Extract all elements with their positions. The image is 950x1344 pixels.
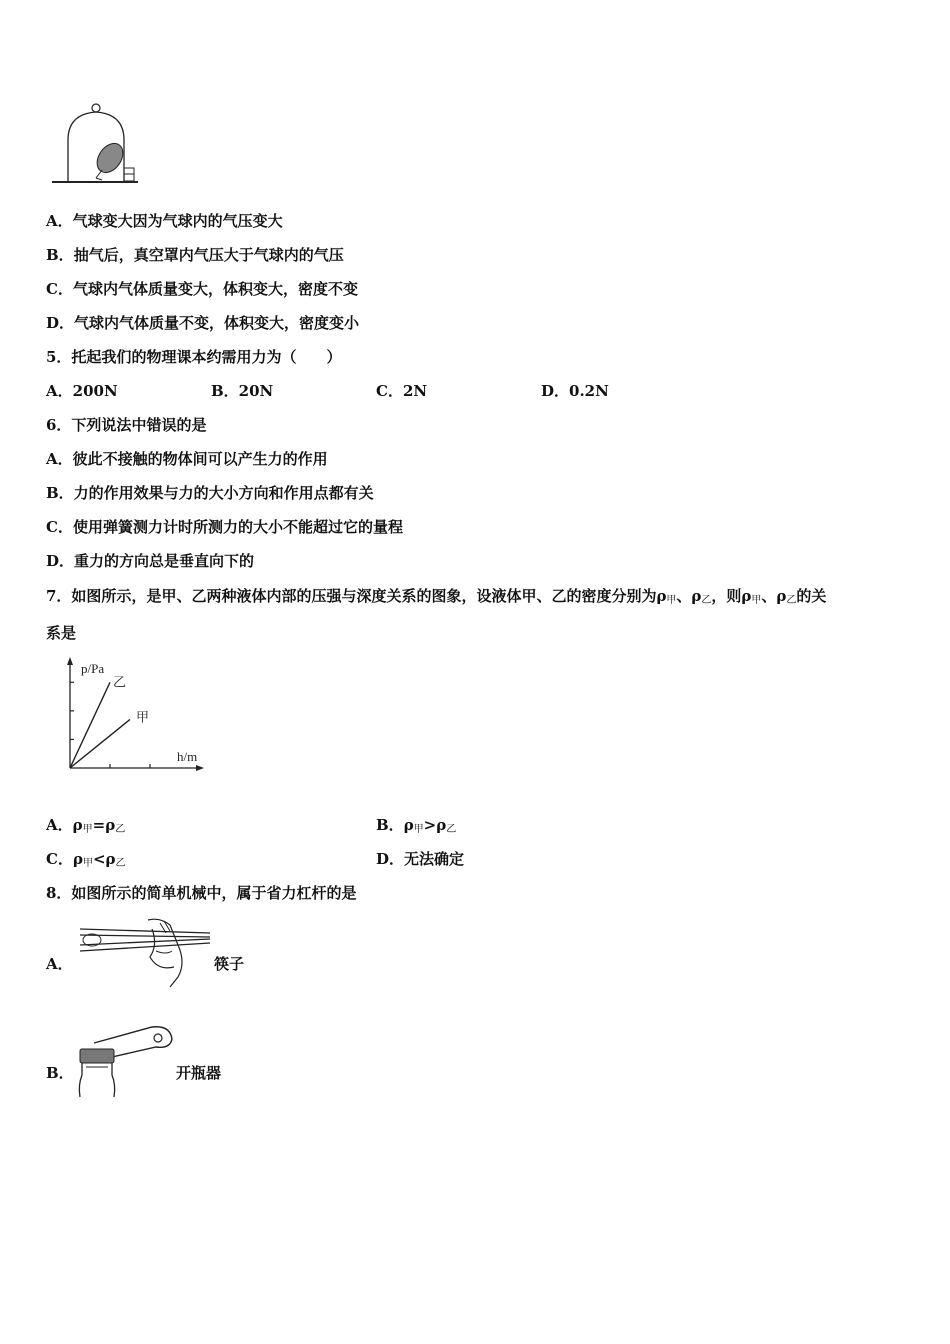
q4-option-b[interactable]: B．抽气后，真空罩内气压大于气球内的气压 [46, 246, 344, 264]
q8-option-b-caption: 开瓶器 [176, 1064, 222, 1082]
chopsticks-figure [78, 915, 213, 993]
y-axis-arrow [67, 657, 73, 665]
q5-option-c[interactable]: C．2N [376, 382, 428, 400]
q7-stem-line2: 系是 [46, 624, 77, 642]
q5-option-a[interactable]: A．200N [46, 382, 118, 400]
x-axis-arrow [196, 765, 204, 771]
pressure-depth-chart [55, 655, 215, 780]
x-axis-label: h/m [177, 749, 198, 764]
q4-option-a[interactable]: A．气球变大因为气球内的气压变大 [46, 212, 283, 230]
q8-option-a-caption: 筷子 [214, 955, 245, 973]
series-line-jia [70, 719, 130, 768]
q8-stem: 8．如图所示的简单机械中，属于省力杠杆的是 [46, 884, 357, 902]
q6-option-d[interactable]: D．重力的方向总是垂直向下的 [46, 552, 255, 570]
q6-option-b[interactable]: B．力的作用效果与力的大小方向和作用点都有关 [46, 484, 374, 502]
series-line-yi [70, 682, 110, 768]
y-axis-label: p/Pa [81, 661, 105, 676]
q5-option-d[interactable]: D．0.2N [541, 382, 609, 400]
bottle-opener-figure [72, 1023, 177, 1098]
bell-jar-figure [50, 100, 145, 190]
q5-stem: 5．托起我们的物理课本约需用力为（ ） [46, 348, 342, 366]
q8-option-a[interactable]: A． [46, 955, 73, 973]
q4-option-d[interactable]: D．气球内气体质量不变，体积变大，密度变小 [46, 314, 360, 332]
q7-option-c[interactable]: C．$\rho_甲<\rho_乙$ [46, 850, 126, 869]
series-label-jia: 甲 [136, 709, 150, 725]
q7-option-b[interactable]: B．$\rho_甲>\rho_乙$ [376, 816, 457, 835]
q7-option-a[interactable]: A．$\rho_甲=\rho_乙$ [46, 816, 126, 835]
q5-option-b[interactable]: B．20N [211, 382, 274, 400]
q6-option-c[interactable]: C．使用弹簧测力计时所测力的大小不能超过它的量程 [46, 518, 403, 536]
q7-stem: 7．如图所示，是甲、乙两种液体内部的压强与深度关系的图象，设液体甲、乙的密度分别为$\rho_甲$、$\rho_乙$，则$\rho_甲$、$\rho_乙$的关 [46, 587, 827, 606]
q6-option-a[interactable]: A．彼此不接触的物体间可以产生力的作用 [46, 450, 328, 468]
q8-option-b[interactable]: B． [46, 1064, 74, 1082]
q6-stem: 6．下列说法中错误的是 [46, 416, 207, 434]
series-label-yi: 乙 [113, 674, 127, 690]
q7-option-d[interactable]: D．无法确定 [376, 850, 465, 868]
q4-option-c[interactable]: C．气球内气体质量变大，体积变大，密度不变 [46, 280, 358, 298]
